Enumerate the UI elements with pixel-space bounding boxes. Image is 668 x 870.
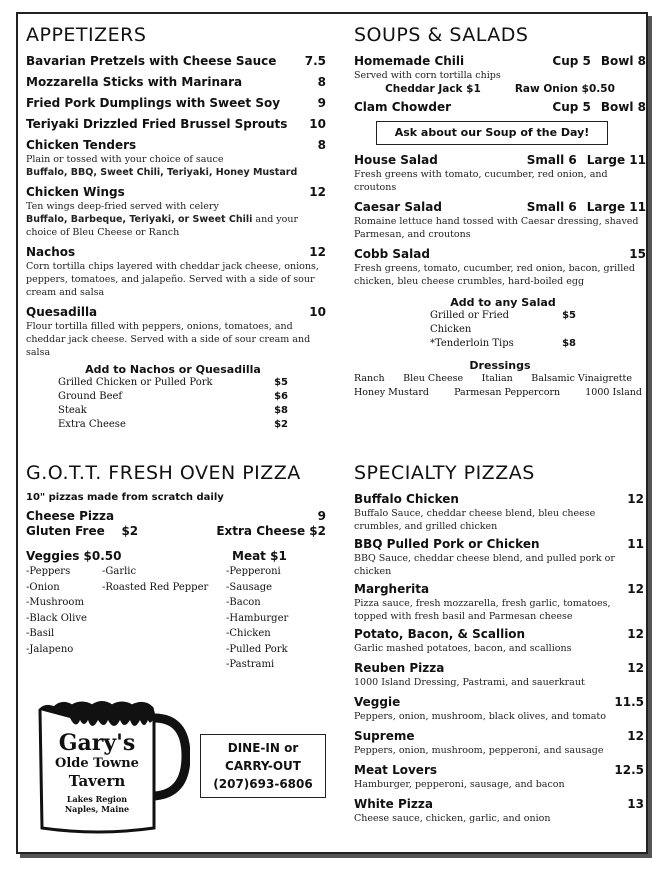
menu-item: Teriyaki Drizzled Fried Brussel Sprouts 10	[26, 117, 326, 131]
addon-row: Grilled Chicken or Pulled Pork $5	[58, 377, 288, 388]
menu-item-caesar-salad: Caesar Salad Small 6 Large 11 Romaine lettuce hand tossed with Caesar dressing, shaved Parmesan, and croutons	[354, 200, 646, 240]
menu-item: BBQ Pulled Pork or Chicken 11 BBQ Sauce, cheddar cheese blend, and pulled pork or chicken	[354, 537, 644, 577]
tavern-logo: Gary's Olde Towne Tavern Lakes Region Naples, Maine	[30, 696, 190, 836]
addon-row: Ground Beef $6	[58, 391, 288, 402]
phone-number: (207)693-6806	[213, 777, 313, 791]
menu-item-house-salad: House Salad Small 6 Large 11 Fresh greens with tomato, cucumber, red onion, and croutons	[354, 153, 646, 193]
menu-item: Potato, Bacon, & Scallion 12 Garlic mashed potatoes, bacon, and scallions	[354, 627, 644, 654]
toppings: Veggies $0.50 -Peppers -Onion -Mushroom -Black Olive -Basil -Jalapeno -Garlic -Roasted Red Pepper Meat $1 -Pepperoni -Sausage -Bacon -Hamburger -Chicken -Pulled Pork -Pastrami	[26, 549, 289, 670]
contact-box: DINE-IN or CARRY-OUT (207)693-6806	[200, 734, 326, 798]
menu-item-cheese-pizza: Cheese Pizza 9	[26, 509, 326, 523]
menu-item: Mozzarella Sticks with Marinara 8	[26, 75, 326, 89]
menu-item: Fried Pork Dumplings with Sweet Soy 9	[26, 96, 326, 110]
menu-item-chowder: Clam Chowder Cup 5 Bowl 8	[354, 100, 646, 114]
specialty-section	[354, 462, 644, 825]
addon-row: Extra Cheese $2	[58, 419, 288, 430]
dressings: Dressings Ranch Bleu Cheese Italian Balsamic Vinaigrette Honey Mustard Parmesan Peppercorn 1000 Island	[354, 359, 642, 398]
specialty-title: SPECIALTY PIZZAS	[354, 462, 535, 484]
menu-item: Veggie 11.5 Peppers, onion, mushroom, black olives, and tomato	[354, 695, 644, 722]
menu-item: Buffalo Chicken 12 Buffalo Sauce, cheddar cheese blend, bleu cheese crumbles, and grilled chicken	[354, 492, 644, 532]
pizza-section	[26, 462, 326, 673]
menu-item-chicken-tenders: Chicken Tenders 8 Plain or tossed with your choice of sauce Buffalo, BBQ, Sweet Chili, Teriyaki, Honey Mustard	[26, 138, 326, 178]
menu-item: Reuben Pizza 12 1000 Island Dressing, Pastrami, and sauerkraut	[354, 661, 644, 688]
addon-row: Grilled or Fried Chicken $5	[430, 310, 576, 335]
appetizers-title: APPETIZERS	[26, 24, 147, 46]
menu-item-chili: Homemade Chili Cup 5 Bowl 8 Served with corn tortilla chips Cheddar Jack $1 Raw Onion $0.50	[354, 54, 646, 95]
menu-item-cobb-salad: Cobb Salad 15 Fresh greens, tomato, cucumber, red onion, bacon, grilled chicken, bleu cheese crumbles, hard-boiled egg	[354, 247, 646, 287]
menu-item: Bavarian Pretzels with Cheese Sauce 7.5	[26, 54, 326, 68]
menu-item: Meat Lovers 12.5 Hamburger, pepperoni, sausage, and bacon	[354, 763, 644, 790]
menu-item-nachos: Nachos 12 Corn tortilla chips layered with cheddar jack cheese, onions, peppers, tomatoes, and jalapeño. Served with a side of sour cream and salsa	[26, 245, 326, 298]
pizza-gluten-extra: Gluten Free $2 Extra Cheese $2	[26, 524, 326, 538]
addon-row: Steak $8	[58, 405, 288, 416]
menu-item-chicken-wings: Chicken Wings 12 Ten wings deep-fried served with celery Buffalo, Barbeque, Teriyaki, or Sweet Chili and your choice of Bleu Cheese or Ranch	[26, 185, 326, 238]
pizza-title: G.O.T.T. FRESH OVEN PIZZA	[26, 462, 301, 484]
salad-addons: Add to any Salad Grilled or Fried Chicken $5 *Tenderloin Tips $8	[430, 296, 576, 349]
addon-row: *Tenderloin Tips $8	[430, 338, 576, 349]
menu-item: Supreme 12 Peppers, onion, mushroom, pepperoni, and sausage	[354, 729, 644, 756]
soups-salads-section	[354, 24, 646, 400]
menu-item: Margherita 12 Pizza sauce, fresh mozzarella, fresh garlic, tomatoes, topped with fresh basil and Parmesan cheese	[354, 582, 644, 622]
soups-salads-title: SOUPS & SALADS	[354, 24, 529, 46]
menu-item-quesadilla: Quesadilla 10 Flour tortilla filled with peppers, onions, tomatoes, and cheddar jack cheese. Served with a side of sour cream and salsa	[26, 305, 326, 358]
appetizers-section	[26, 24, 326, 432]
appetizer-addons: Add to Nachos or Quesadilla Grilled Chicken or Pulled Pork $5 Ground Beef $6 Steak $8 Extra Cheese $2	[58, 363, 288, 430]
menu-page	[16, 12, 648, 854]
menu-item: White Pizza 13 Cheese sauce, chicken, garlic, and onion	[354, 797, 644, 824]
soup-of-day-box: Ask about our Soup of the Day!	[376, 121, 608, 145]
pizza-subtitle: 10" pizzas made from scratch daily	[26, 492, 224, 503]
